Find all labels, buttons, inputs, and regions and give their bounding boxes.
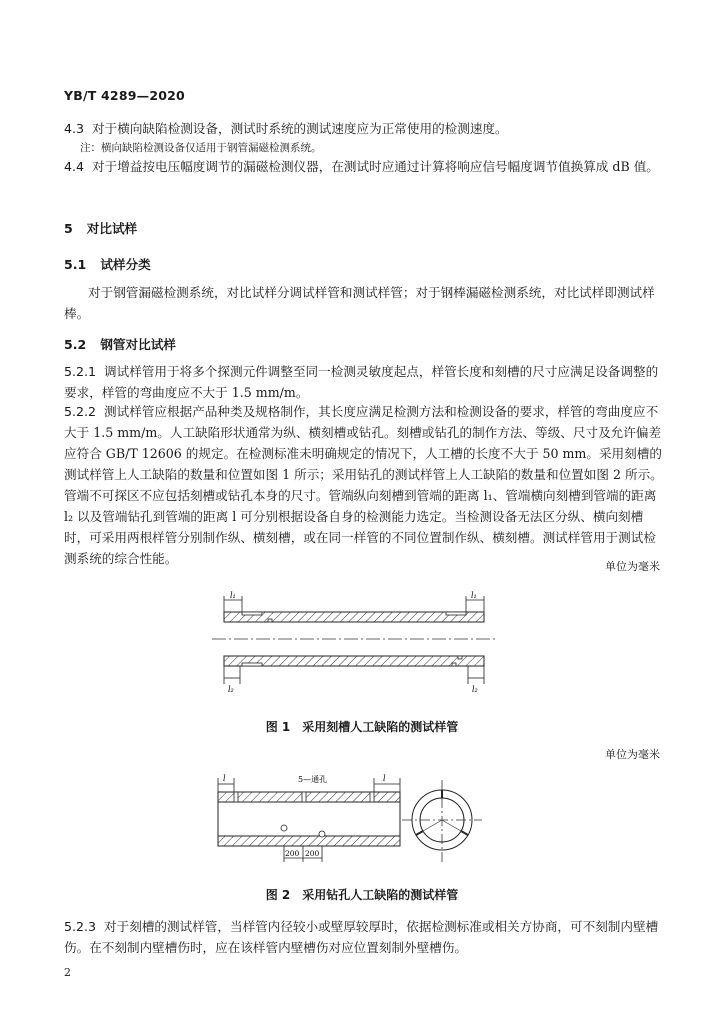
transverse-notch <box>458 656 462 659</box>
dim-l1-right: l₁ <box>471 591 477 600</box>
fig1-unit-note: 单位为毫米 <box>605 560 660 573</box>
dim-l2-right: l₂ <box>472 685 478 694</box>
section-5-heading <box>64 218 137 237</box>
dim-l-right: l <box>383 774 386 783</box>
figure-2-caption <box>0 886 724 903</box>
pipe-bottom-wall <box>224 656 484 666</box>
section-5-2-heading <box>64 334 176 353</box>
longitudinal-notch <box>242 612 262 615</box>
section-number: 5 <box>64 221 73 236</box>
longitudinal-notch <box>446 612 466 615</box>
figure-1-drawing <box>206 586 502 698</box>
clause-4-4 <box>64 156 664 177</box>
dim-l2-left: l₂ <box>228 685 234 694</box>
standard-number: YB/T 4289—2020 <box>64 88 185 103</box>
page-number: 2 <box>64 966 71 979</box>
clause-text: 对于刻槽的测试样管，当样管内径较小或壁厚较厚时，依据检测标准或相关方协商，可不刻制内壁槽伤。在不刻制内壁槽伤时，应在该样管内壁槽伤对应位置刻制外壁槽伤。 <box>64 919 659 955</box>
dim-200-a: 200 <box>285 849 300 858</box>
section-number: 5.1 <box>64 257 87 272</box>
through-hole <box>370 792 374 802</box>
clause-text: 测试样管应根据产品种类及规格制作，其长度应满足检测方法和检测设备的要求，样管的弯曲度应不大于 1.5 mm/m。人工缺陷形状通常为纵、横刻槽或钻孔。刻槽或钻孔的制作方法、等级、尺寸及允许偏差应符合 GB/T 12606 的规定。在检测标准未明确规定的情况下，人工槽的长度不大于 50 mm。采用刻槽的测试样管上人工缺陷的数量和位置如图 1 所示；采用钻孔的测试样管上人工缺陷的数量和位置如图 2 所示。管端不可探区不应包括刻槽或钻孔本身的尺寸。管端纵向刻槽到管端的距离 l₁、管端横向刻槽到管端的距离 l₂ 以及管端钻孔到管端的距离 l 可分别根据设备自身的检测能力选定。当检测设备无法区分纵、横向刻槽时，可采用两根样管分别制作纵、横刻槽，或在同一样管的不同位置制作纵、横刻槽。测试样管用于测试检测系统的综合性能。 <box>64 404 663 566</box>
transverse-notch <box>268 619 272 622</box>
through-hole <box>281 825 287 831</box>
clause-number: 5.2.2 <box>64 404 97 419</box>
fig2-unit-note: 单位为毫米 <box>605 748 660 761</box>
holes-label: 5—通孔 <box>298 775 328 784</box>
section-title: 钢管对比试样 <box>100 337 176 352</box>
clause-number: 5.2.1 <box>64 364 97 379</box>
figure-title: 采用刻槽人工缺陷的测试样管 <box>302 720 459 734</box>
section-5-1-body: 对于钢管漏磁检测系统，对比试样分调试样管和测试样管；对于钢棒漏磁检测系统，对比试样即测试样棒。 <box>64 285 655 321</box>
section-number: 5.2 <box>64 337 87 352</box>
clause-text: 对于增益按电压幅度调节的漏磁检测仪器，在测试时应通过计算将响应信号幅度调节值换算成 dB 值。 <box>92 159 659 174</box>
figure-1-caption <box>0 718 724 735</box>
longitudinal-notch <box>242 663 262 666</box>
figure-number: 图 1 <box>265 720 291 734</box>
dim-200-b: 200 <box>305 849 320 858</box>
pipe-bottom-wall <box>218 836 400 846</box>
section-title: 对比试样 <box>86 221 138 236</box>
figure-title: 采用钻孔人工缺陷的测试样管 <box>302 888 459 902</box>
pipe-cross-section <box>402 780 482 864</box>
through-hole <box>234 792 238 802</box>
section-title: 试样分类 <box>100 257 151 272</box>
through-hole <box>302 792 306 802</box>
dim-l1-left: l₁ <box>230 591 236 600</box>
clause-text: 调试样管用于将多个探测元件调整至同一检测灵敏度起点，样管长度和刻槽的尺寸应满足设备调整的要求，样管的弯曲度应不大于 1.5 mm/m。 <box>64 364 659 400</box>
clause-number: 4.3 <box>64 121 85 136</box>
clause-5-2-1 <box>64 361 664 403</box>
clause-5-2-3 <box>64 916 664 958</box>
clause-text: 对于横向缺陷检测设备，测试时系统的测试速度应为正常使用的检测速度。 <box>92 121 508 136</box>
figure-2-drawing <box>206 770 502 866</box>
clause-4-3-note: 注：横向缺陷检测设备仅适用于钢管漏磁检测系统。 <box>80 142 322 154</box>
pipe-top-wall <box>224 612 484 622</box>
through-hole <box>319 831 325 837</box>
figure-number: 图 2 <box>265 888 291 902</box>
clause-number: 4.4 <box>64 159 85 174</box>
clause-4-3 <box>64 118 664 139</box>
dim-l-left: l <box>223 774 226 783</box>
clause-number: 5.2.3 <box>64 919 97 934</box>
transverse-notch <box>452 663 456 666</box>
section-5-1-heading <box>64 254 151 273</box>
clause-5-2-2 <box>64 401 664 569</box>
